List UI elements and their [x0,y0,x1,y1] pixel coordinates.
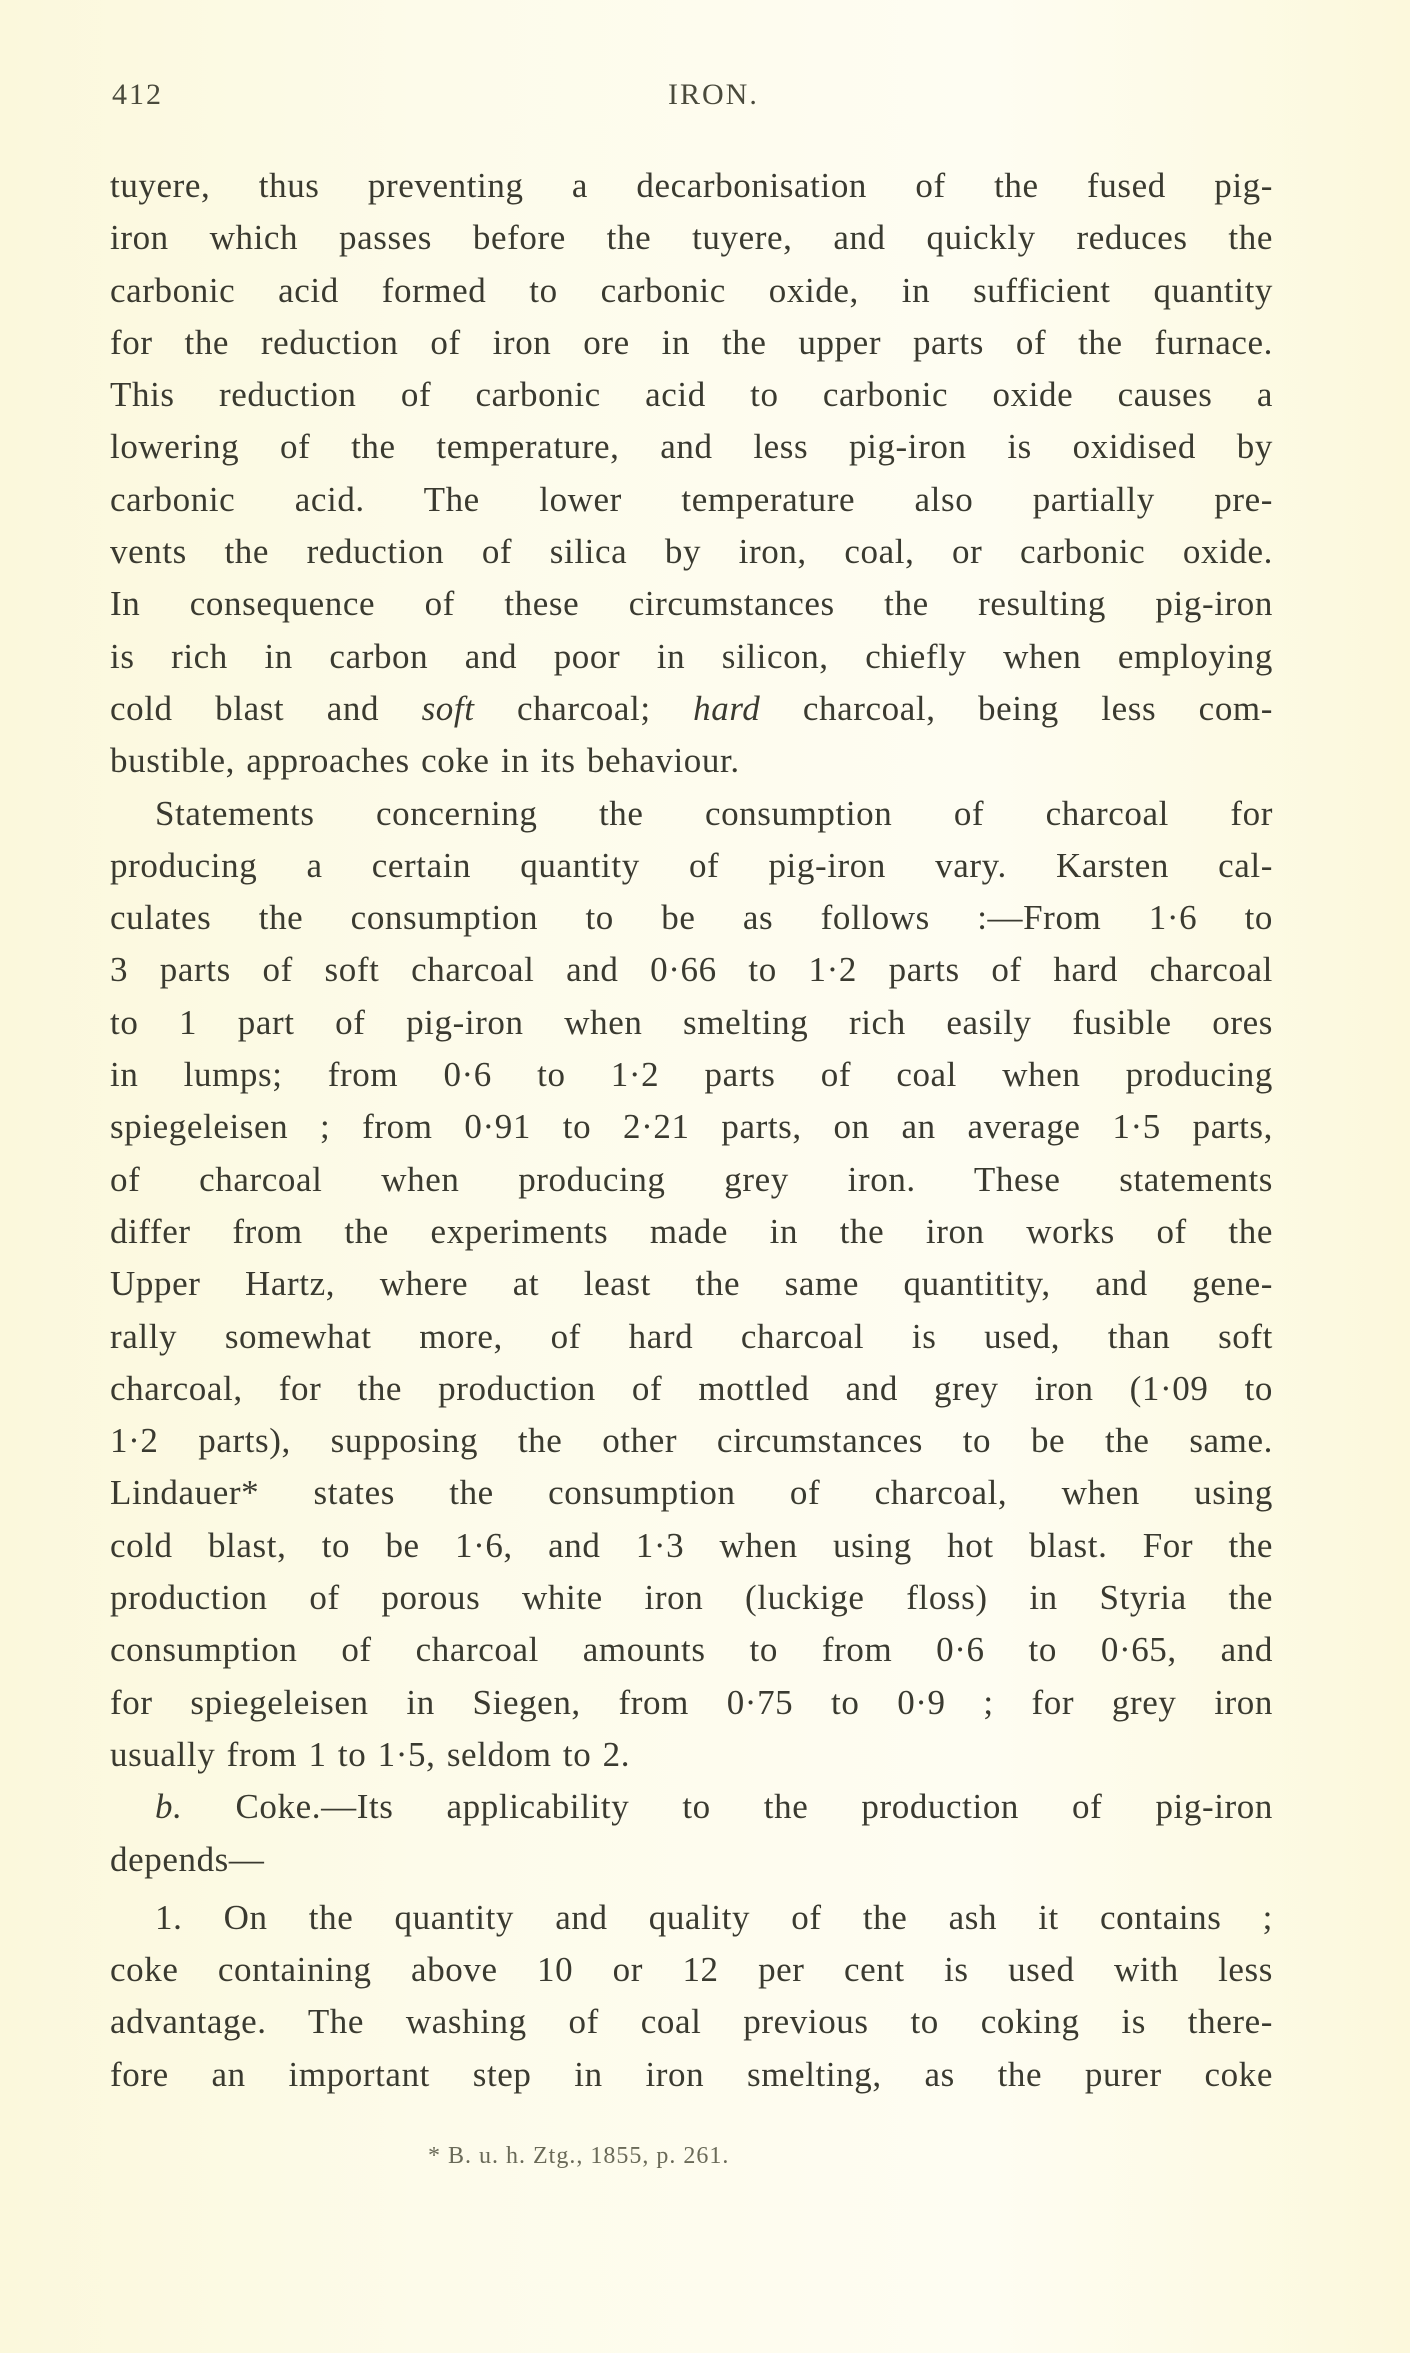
text-segment: advantage. The washing of coal previous to coking is there- [110,2002,1273,2042]
text-segment: is rich in carbon and poor in silicon, chiefly when employing [110,636,1273,676]
text-line [110,735,1273,787]
text-segment: charcoal, for the production of mottled and grey iron (1·09 to [110,1368,1273,1408]
text-line [110,578,1273,630]
text-segment: cold blast, to be 1·6, and 1·3 when using hot blast. For the [110,1525,1273,1565]
text-line [110,317,1273,369]
text-segment: iron which passes before the tuyere, and quickly reduces the [110,218,1273,258]
text-segment: Coke.—Its applicability to the production of pig-iron [182,1787,1273,1827]
text-line [110,683,1273,735]
text-segment: carbonic acid. The lower temperature also partially pre- [110,479,1273,519]
text-line [110,1311,1273,1363]
text-segment: carbonic acid formed to carbonic oxide, in sufficient quantity [110,270,1273,310]
body-text [110,160,1273,2101]
italic-text: b. [155,1787,183,1827]
text-line [110,840,1273,892]
text-segment: for the reduction of iron ore in the upper parts of the furnace. [110,322,1273,362]
text-line [110,1101,1273,1153]
text-line [110,1729,1273,1781]
text-line [110,1834,1273,1886]
text-line [110,788,1273,840]
text-segment: production of porous white iron (luckige floss) in Styria the [110,1578,1273,1618]
text-segment: bustible, approaches coke in its behaviour. [110,741,740,781]
text-line [110,1944,1273,1996]
text-line [110,892,1273,944]
text-line [110,2049,1273,2101]
text-segment: Statements concerning the consumption of charcoal for [155,793,1273,833]
text-line [110,1892,1273,1944]
text-line [110,1258,1273,1310]
running-title: IRON. [668,78,759,111]
text-segment: cold blast and [110,688,422,728]
text-segment: charcoal; [474,688,694,728]
text-segment: of charcoal when producing grey iron. These statements [110,1159,1273,1199]
text-line [110,212,1273,264]
text-line [110,1415,1273,1467]
footnote: * B. u. h. Ztg., 1855, p. 261. [428,2143,730,2169]
text-segment: producing a certain quantity of pig-iron vary. Karsten cal- [110,845,1273,885]
text-segment: culates the consumption to be as follows :—From 1·6 to [110,898,1273,938]
text-segment: Upper Hartz, where at least the same quantitity, and gene- [110,1264,1273,1304]
text-segment: coke containing above 10 or 12 per cent is used with less [110,1950,1273,1990]
text-segment: in lumps; from 0·6 to 1·2 parts of coal when producing [110,1055,1273,1095]
text-segment: lowering of the temperature, and less pig-iron is oxidised by [110,427,1273,467]
text-line [110,944,1273,996]
text-segment: fore an important step in iron smelting, as the purer coke [110,2054,1273,2094]
text-line [110,1572,1273,1624]
text-line [110,631,1273,683]
text-segment: This reduction of carbonic acid to carbonic oxide causes a [110,375,1273,415]
text-segment: spiegeleisen ; from 0·91 to 2·21 parts, on an average 1·5 parts, [110,1107,1273,1147]
text-line [110,1363,1273,1415]
text-segment: rally somewhat more, of hard charcoal is used, than soft [110,1316,1273,1356]
text-segment: charcoal, being less com- [760,688,1273,728]
italic-text: soft [421,688,475,728]
text-line [110,1781,1273,1833]
text-segment: In consequence of these circumstances the resulting pig-iron [110,584,1273,624]
text-line [110,369,1273,421]
text-segment: to 1 part of pig-iron when smelting rich easily fusible ores [110,1002,1273,1042]
text-line [110,1624,1273,1676]
text-line [110,421,1273,473]
italic-text: hard [693,688,761,728]
text-line [110,1996,1273,2048]
text-line [110,1467,1273,1519]
text-line [110,1520,1273,1572]
text-segment: consumption of charcoal amounts to from 0·6 to 0·65, and [110,1630,1273,1670]
text-segment: vents the reduction of silica by iron, coal, or carbonic oxide. [110,532,1273,572]
text-line [110,997,1273,1049]
text-line [110,1049,1273,1101]
text-segment: usually from 1 to 1·5, seldom to 2. [110,1734,631,1774]
page-number: 412 [112,78,163,111]
text-segment: 1. On the quantity and quality of the ash it contains ; [155,1897,1273,1937]
text-line [110,265,1273,317]
text-segment: differ from the experiments made in the iron works of the [110,1211,1273,1251]
text-line [110,1677,1273,1729]
text-segment: tuyere, thus preventing a decarbonisation of the fused pig- [110,166,1273,205]
text-line [110,1154,1273,1206]
text-segment: Lindauer* states the consumption of charcoal, when using [110,1473,1273,1513]
text-segment: depends— [110,1839,265,1879]
text-segment: for spiegeleisen in Siegen, from 0·75 to 0·9 ; for grey iron [110,1682,1273,1722]
text-line [110,1206,1273,1258]
text-line [110,526,1273,578]
text-segment: 3 parts of soft charcoal and 0·66 to 1·2 parts of hard charcoal [110,950,1273,990]
text-segment: 1·2 parts), supposing the other circumstances to be the same. [110,1421,1273,1461]
text-line [110,160,1273,212]
text-line [110,474,1273,526]
